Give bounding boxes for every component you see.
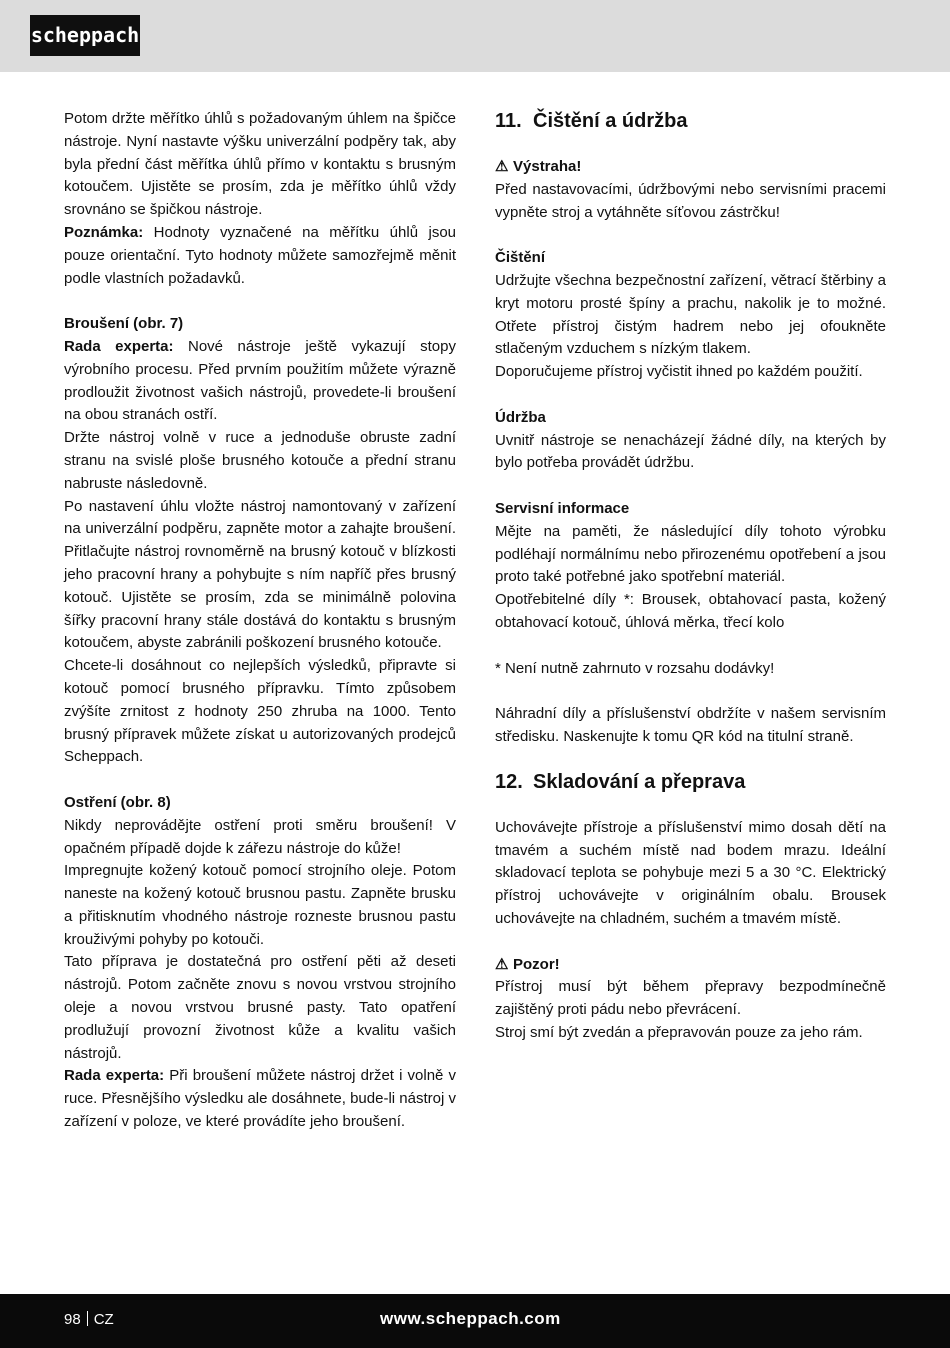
sharpening-heading: Broušení (obr. 7): [64, 315, 184, 333]
paragraph-hold-tool: Držte nástroj volně v ruce a jednoduše obruste zadní stranu na svislé ploše brusného kotouče a přední stranu nabruste následovně.: [64, 429, 456, 492]
footnote: * Není nutně zahrnuto v rozsahu dodávky!: [495, 659, 775, 677]
expert-tip-text: Nové nástroje ještě vykazují stopy výrobního procesu. Před prvním použitím můžete výrazně prodloužit životnost vašich nástrojů, provedete-li broušení na obou stranách ostří.: [64, 337, 456, 424]
section-title: Čištění a údržba: [533, 110, 688, 132]
cleaning-recommendation: Doporučujeme přístroj vyčistit ihned po každém použití.: [495, 363, 863, 381]
left-column: [64, 108, 456, 1134]
paragraph-angle-gauge: Potom držte měřítko úhlů s požadovaným úhlem na špičce nástroje. Nyní nastavte výšku univerzální podpěry tak, aby byla přední část měřítka úhlů přímo v kontaktu s brusným kotoučem. Ujistěte se prosím, zda je měřítko úhlů vždy srovnáno se špičkou nástroje.: [64, 110, 456, 219]
cleaning-text: Udržujte všechna bezpečnostní zařízení, větrací štěrbiny a kryt motoru prosté špíny a prachu, nakolik je to možné. Otřete přístroj čistým hadrem nebo jej ofoukněte stlačeným vzduchem s nízkým tlakem.: [495, 271, 886, 358]
website-link[interactable]: www.scheppach.com: [380, 1309, 561, 1328]
language-code: CZ: [93, 1311, 114, 1328]
warning-triangle-icon: ⚠: [495, 158, 509, 175]
paragraph-best-results: Chcete-li dosáhnout co nejlepších výsledků, připravte si kotouč pomocí brusného přípravku. Tímto způsobem zvýšíte zrnitost z hodnoty 250 zhruba na 1000. Tento brusný přípravek můžete získat u autorizovaných prodejců Scheppach.: [64, 657, 456, 766]
honing-heading: Ostření (obr. 8): [64, 793, 171, 811]
wear-parts-text: Opotřebitelné díly *: Brousek, obtahovací pasta, kožený obtahovací kotouč, úhlová měrka, třecí kolo: [495, 591, 886, 631]
expert-tip-text: Při broušení můžete nástroj držet i volně v ruce. Přesnějšího výsledku ale dosáhnete, bude-li nástroj v zařízení v poloze, ve které provádíte jeho broušení.: [64, 1067, 456, 1131]
section-11-heading: [495, 108, 886, 134]
scheppach-logo: scheppach: [30, 15, 140, 56]
caution-heading: [495, 954, 886, 977]
paragraph-expert-tip-2: [64, 1065, 456, 1133]
paragraph-expert-tip-1: [64, 336, 456, 427]
warning-label: Výstraha!: [513, 158, 582, 175]
caution-text-2: Stroj smí být zvedán a přepravován pouze za jeho rám.: [495, 1023, 863, 1041]
section-title: Skladování a přeprava: [533, 770, 746, 793]
caution-text-1: Přístroj musí být během přepravy bezpodmínečně zajištěný proti pádu nebo převrácení.: [495, 978, 886, 1019]
note-text: Hodnoty vyznačené na měřítku úhlů jsou pouze orientační. Tyto hodnoty můžete samozřejmě měnit podle vlastních požadavků.: [64, 223, 456, 287]
right-column: [495, 108, 886, 1045]
cleaning-heading: Čištění: [495, 249, 546, 267]
expert-tip-label: Rada experta:: [64, 1067, 165, 1085]
service-heading: Servisní informace: [495, 499, 630, 517]
expert-tip-label: Rada experta:: [64, 337, 174, 355]
service-text: Mějte na paměti, že následující díly tohoto výrobku podléhají normálnímu nebo přirozenému opotřebení a jsou proto také potřebné jako spotřební materiál.: [495, 522, 886, 586]
storage-text: Uchovávejte přístroje a příslušenství mimo dosah dětí na tmavém a suchém místě nad bodem mrazu. Ideální skladovací teplota se pohybuje mezi 5 a 30 °C. Elektrický přístroj uchovávejte v originálním obalu. Brousek uchovávejte na chladném, suchém a tmavém místě.: [495, 818, 886, 927]
paragraph-impregnate: Impregnujte kožený kotouč pomocí strojního oleje. Potom naneste na kožený kotouč brusnou pastu. Zapněte brusku a přitisknutím vhodného nástroje rozneste brusnou pastu krouživými pohyby po kotouči.: [64, 862, 456, 948]
note-label: Poznámka:: [64, 223, 144, 241]
page-indicator: [64, 1310, 114, 1330]
caution-label: Pozor!: [513, 955, 560, 973]
section-number: 12.: [495, 770, 523, 793]
page-number: 98: [64, 1311, 81, 1328]
paragraph-after-setting: Po nastavení úhlu vložte nástroj namontovaný v zařízení na univerzální podpěru, zapněte motor a zahajte broušení. Přitlačujte nástroj rovnoměrně na brusný kotouč v blízkosti jeho pracovní hrany a pohybujte s ním napříč přes brusný kotouč. Ujistěte se prosím, zda se minimálně polovina šířky pracovní hrany stále dostává do kontaktu s brusným kotoučem, abyste zabránili poškození brusného kotouče.: [64, 497, 456, 652]
warning-heading: [495, 156, 886, 179]
section-12-heading: [495, 769, 886, 795]
warning-triangle-icon: ⚠: [495, 955, 509, 973]
maintenance-heading: Údržba: [495, 408, 546, 426]
paragraph-preparation: Tato příprava je dostatečná pro ostření pěti až deseti nástrojů. Potom začněte znovu s novou vrstvou strojního oleje a novou vrstvou brusné pasty. Tato opatření prodlužují provozní životnost kůže a kvalitu vašich nástrojů.: [64, 953, 456, 1062]
footer-band: [0, 1294, 950, 1348]
paragraph-never-hone: Nikdy neprovádějte ostření proti směru broušení! V opačném případě dojde k zářezu nástroje do kůže!: [64, 816, 456, 857]
footer-divider: [87, 1311, 88, 1326]
spare-parts-text: Náhradní díly a příslušenství obdržíte v našem servisním středisku. Naskenujte k tomu QR kód na titulní straně.: [495, 705, 886, 745]
header-band: [0, 0, 950, 72]
section-number: 11.: [495, 110, 522, 132]
warning-text: Před nastavovacími, údržbovými nebo servisními pracemi vypněte stroj a vytáhněte síťovou zástrčku!: [495, 180, 886, 221]
maintenance-text: Uvnitř nástroje se nenacházejí žádné díly, na kterých by bylo potřeba provádět údržbu.: [495, 431, 886, 472]
paragraph-note: [64, 222, 456, 290]
